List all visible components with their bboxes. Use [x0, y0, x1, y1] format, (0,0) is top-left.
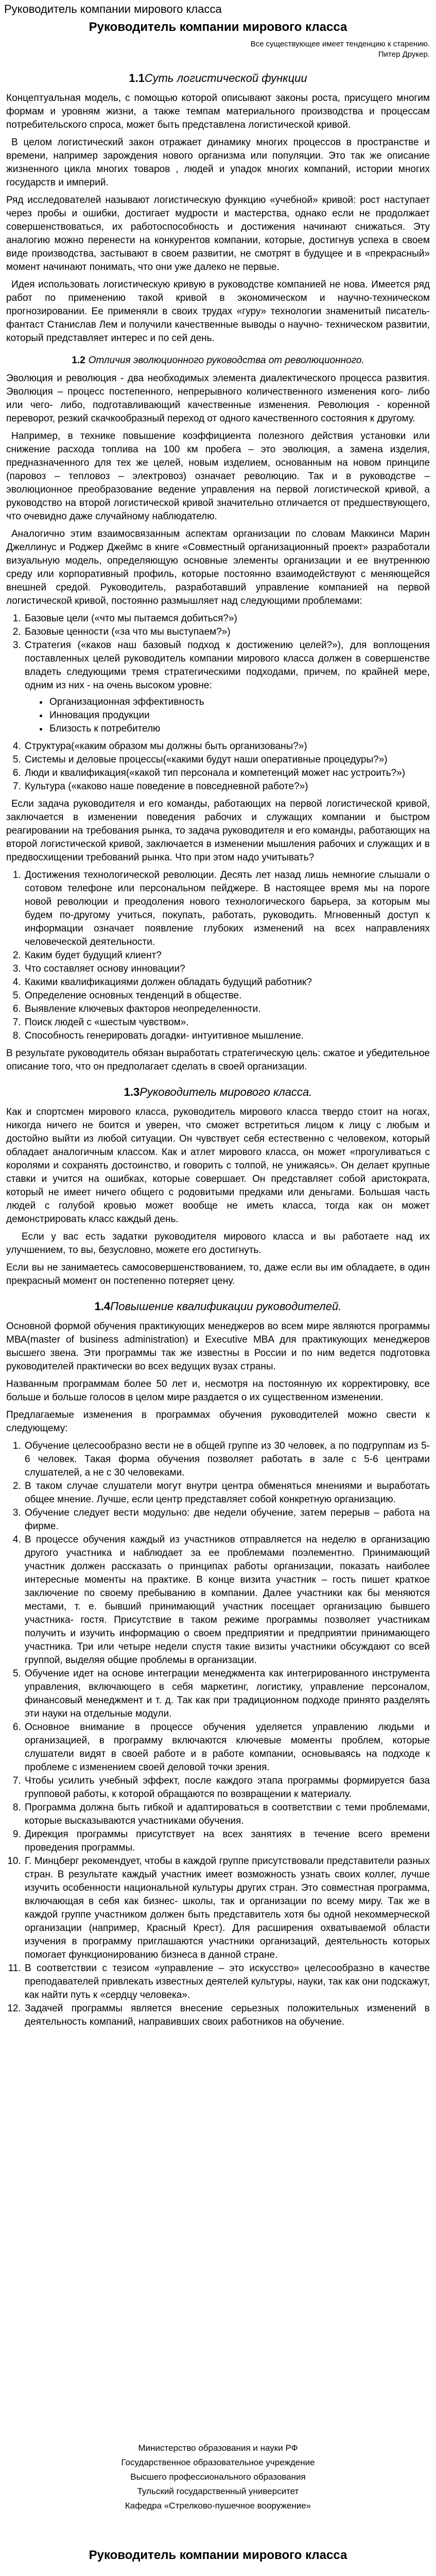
department-name: Кафедра «Стрелково-пушечное вооружение» — [125, 2501, 311, 2511]
list-item: 8. Способность генерировать догадки- интуитивное мышление. — [24, 1029, 430, 1043]
bullet-item: • Организационная эффективность — [48, 696, 430, 709]
list-item — [24, 625, 430, 639]
list-item: 6. Люди и квалификация(«какой тип персонала и компетенций может нас устроить?») — [24, 767, 430, 780]
institution-name: Государственное образовательное учреждение — [121, 2458, 315, 2467]
list-item: 9. Дирекция программы присутствует на всех занятиях в течение всего времени проведения программы. — [24, 1828, 430, 1855]
list-item: 11. В соответствии с тезисом «управление – это искусство» целесообразно в качестве преподавателей привлекать известных деятелей культуры, науки, так как они подскажут, как найти путь к «сердцу человека». — [24, 1962, 430, 2002]
section-number: 1.3 — [124, 1086, 140, 1098]
section-number: 1.2 — [72, 355, 85, 366]
list-item: 6. Выявление ключевых факторов неопределенности. — [24, 1003, 430, 1016]
problems-list — [6, 612, 430, 736]
proposed-changes-list — [6, 1439, 430, 2029]
section-title: Руководитель мирового класса. — [139, 1086, 312, 1098]
list-item-text: Базовые ценности («за что мы выступаем?») — [25, 626, 231, 637]
list-item: 1. Обучение целесообразно вести не в общей группе из 30 человек, а по подгруппам из 5-6 человек. Такая форма обучения позволяет работать в зале с 5-6 центрами слушателей, а не с 30 человеками. — [24, 1439, 430, 1480]
list-item-text: Базовые цели («что мы пытаемся добиться?») — [25, 613, 237, 624]
education-level: Высшего профессионального образования — [130, 2472, 306, 2482]
title-page-title: Руководитель компании мирового класса — [89, 2548, 347, 2562]
ministry-name: Министерство образования и науки РФ — [138, 2443, 298, 2453]
section-heading-1-4 — [6, 1299, 430, 1314]
section-title: Повышение квалификации руководителей. — [110, 1300, 342, 1313]
title-page-header — [0, 2441, 436, 2513]
epigraph-quote: Все существующее имеет тенденцию к старению. — [250, 40, 430, 48]
section-heading-1-3 — [6, 1085, 430, 1099]
list-item — [24, 639, 430, 736]
epigraph-author: Питер Друкер. — [378, 50, 430, 59]
paragraph: Если задача руководителя и его команды, работающих на первой логистической кривой, заключается в изменении поведения рабочих и служащих компании и быстром реагировании на требования рынка, то задача руководителя и его команды, работающих на второй логистической кривой, заключается в изменении мышления рабочих и служащих и в предвосхищении требований рынка. Что при этом надо учитывать? — [6, 799, 430, 863]
list-item: 1. Достижения технологической революции. Десять лет назад лишь немногие слышали о сотовом телефоне или персональном пейджере. В настоящее время мы на пороге новой революции и преодоления нового технологического барьера, за которым мы будем по-другому учиться, покупать, работать, руководить. Мгновенный доступ к информации означает появление глубоких изменений на всех направлениях человеческой деятельности. — [24, 869, 430, 949]
paragraph: Аналогично этим взаимосвязанным аспектам организации по словам Маккинси Марин Джеллинус и Роджер Джеймс в книге «Совместный организационный проект» разработали визуальную модель, определяющую основные элементы организации и ее внутреннюю среду или корпоративный профиль, которые постоянно взаимодействуют с меняющейся внешней средой. Руководитель, разработавший управление компанией на первой логистической кривой, постоянно размышляет над следующими проблемами: — [6, 529, 430, 606]
considerations-list — [6, 869, 430, 1043]
problems-list-continued — [6, 740, 430, 793]
list-item-text: Стратегия («каков наш базовый подход к достижению целей?»), для воплощения поставленных целей руководитель компании мирового класса должен в совершенстве владеть следующими тремя стратегическими подходами, причем, по крайней мере, одним из них - на очень высоком уровне: — [25, 640, 430, 691]
list-item: 8. Программа должна быть гибкой и адаптироваться в соответствии с теми проблемами, которые высказываются участниками обучения. — [24, 1801, 430, 1828]
list-item: 7. Чтобы усилить учебный эффект, после каждого этапа программы формируется база групповой работы, к которой обращаются по возвращении к материалу. — [24, 1774, 430, 1801]
list-item: 2. Каким будет будущий клиент? — [24, 949, 430, 962]
paragraph: Основной формой обучения практикующих менеджеров во всем мире являются программы МВА(master of business administration) и Executive MBA для практикующих менеджеров высшего звена. Эти программы так же известны в России и по ним ведется подготовка руководителей практически во всех ведущих вузах страны. — [6, 1321, 430, 1372]
paragraph: Предлагаемые изменения в программах обучения руководителей можно свести к следующему: — [6, 1410, 430, 1434]
paragraph: Например, в технике повышение коэффициента полезного действия установки или снижение расхода топлива на 100 км пробега – это эволюция, а замена изделия, предназначенного для тех же целей, новым изделием, основанным на новом принципе (паровоз – тепловоз – электровоз) означает революцию. Так и в руководстве – эволюционное преобразование ведение управления на первой логистической кривой, а руководство на второй логистической кривой значительно отличается от предшествующего, что очевидно даже случайному наблюдателю. — [6, 431, 430, 522]
paragraph: В результате руководитель обязан выработать стратегическую цель: сжатое и убедительное описание того, что он предполагает сделать в своей организации. — [6, 1048, 430, 1072]
paragraph: Если у вас есть задатки руководителя мирового класса и вы работаете над их улучшением, то вы, безусловно, можете его достигнуть. — [6, 1231, 430, 1256]
bullet-item: • Инновация продукции — [48, 709, 430, 722]
section-title: Отличия эволюционного руководства от революционного. — [88, 355, 364, 366]
list-item: 5. Системы и деловые процессы(«какими будут наши оперативные процедуры?») — [24, 753, 430, 767]
list-item: 10. Г. Минцберг рекомендует, чтобы в каждой группе присутствовали представители разных стран. В результате каждый участник имеет возможность узнать своих коллег, лучше изучить особенности национальной культуры других стран. Это совместная программа, включающая в себя как бизнес- школы, так и организации по всему миру. Так же в каждой группе участником должен быть представитель хотя бы одной некоммерческой организации (например, Красный Крест). Для расширения охватываемой области изучения в программу приглашаются участники организаций, деятельность которых помогает функционированию бизнеса в данной стране. — [24, 1855, 430, 1962]
strategic-approaches-list — [25, 696, 430, 736]
paragraph: В целом логистический закон отражает динамику многих процессов в пространстве и времени, например зарождения нового организма или популяции. Это так же описание жизненного цикла многих товаров , людей и упадок многих компаний, истории многих государств и империй. — [6, 137, 430, 188]
page-title: Руководитель компании мирового класса — [4, 3, 222, 15]
bullet-item: • Близость к потребителю — [48, 722, 430, 736]
list-item: 4. Какими квалификациями должен обладать будущий работник? — [24, 976, 430, 989]
paragraph: Концептуальная модель, с помощью которой описывают законы роста, присущего многим формам и уровням жизни, а также темпам материального производства и процессам потребительского спроса, может быть представлена логистической кривой. — [6, 93, 430, 130]
document-title: Руководитель компании мирового класса — [89, 20, 347, 34]
paragraph: Если вы не занимаетесь самосовершенствованием, то, даже если вы им обладаете, в один прекрасный момент он постепенно потеряет цену. — [6, 1262, 430, 1286]
paragraph: Названным программам более 50 лет и, несмотря на постоянную их корректировку, все больше и больше голосов в целом мире раздается о их существенном изменении. — [6, 1379, 430, 1403]
list-item: 7. Культура («каково наше поведение в повседневной работе?») — [24, 780, 430, 793]
section-heading-1-1 — [6, 71, 430, 86]
list-item: 5. Обучение идет на основе интеграции менеджмента как интегрированного инструмента управления, включающего в себя маркетинг, логистику, управление персоналом, финансовый менеджмент и т. д. Так как при традиционном подходе принято разделять эти науки на отдельные модули. — [24, 1667, 430, 1721]
paragraph: Эволюция и революция - два необходимых элемента диалектического процесса развития. Эволюция – процесс постепенного, непрерывного количественного изменения кого- либо или чего- либо, подготавливающий качественные изменения. Революция - коренной переворот, резкий скачкообразный переход от одного качественного состояния к другому. — [6, 373, 430, 424]
list-item: 12. Задачей программы является внесение серьезных положительных изменений в деятельность компаний, направивших своих работников на обучение. — [24, 2002, 430, 2029]
list-item: 3. Обучение следует вести модульно: две недели обучение, затем перерыв – работа на фирме. — [24, 1506, 430, 1533]
list-item — [24, 612, 430, 625]
paragraph: Ряд исследователей называют логистическую функцию «учебной» кривой: рост наступает через пробы и ошибки, достигает мудрости и мастерства, однако если не продолжает совершенствоваться, их работоспособность и достижения начинают снижаться. Эту аналогию можно перенести на конкурентов компании, которые, достигнув успеха в своем виде производства, застывают в своем развитии, не смотрят в будущее и в «прекрасный» момент начинают понимать, что они уже далеко не первые. — [6, 195, 430, 273]
list-item: 7. Поиск людей с «шестым чувством». — [24, 1016, 430, 1029]
list-item: 6. Основное внимание в процессе обучения уделяется управлению людьми и организацией, в программу включаются ключевые моменты проблем, которые слушатели видят в своей работе и в работе компании, основываясь на подходе к проблеме с изменением своей деловой точки зрения. — [24, 1721, 430, 1774]
section-heading-1-2 — [6, 353, 430, 368]
epigraph — [6, 39, 430, 60]
section-number: 1.4 — [94, 1300, 111, 1313]
paragraph: Идея использовать логистическую кривую в руководстве компанией не нова. Имеется ряд работ по применению такой кривой в экономическом и научно-техническом прогнозировании. Ее применяли в своих трудах «гуру» технологии знаменитый писатель- фантаст Станислав Лем и получили качественные выводы о научно- техническом развитии, который представляет интерес и по сей день. — [6, 279, 430, 344]
section-title: Суть логистической функции — [144, 72, 307, 84]
section-number: 1.1 — [129, 72, 145, 84]
paragraph: Как и спортсмен мирового класса, руководитель мирового класса твердо стоит на ногах, никогда ничего не боится и уверен, что сможет встретиться лицом к лицу с любым и достойно выйти из любой ситуации. Он чувствует себя естественно с человеком, который обладает аналогичным классом. Как и атлет мирового класса, он может «прогуливаться с королями и сохранять достоинство, и говорить с толпой, не унижаясь». Он делает крупные ставки и учится на ошибках, которые совершает. Он представляет собой аристократа, который не имеет ничего общего с родовитыми предками или деньгами. Большая часть людей с голубой кровью может вообще не иметь класса, тогда как он может демонстрировать класс каждый день. — [6, 1107, 430, 1225]
list-item: 5. Определение основных тенденций в обществе. — [24, 989, 430, 1003]
list-item: 4. Структура(«каким образом мы должны быть организованы?») — [24, 740, 430, 753]
list-item: 4. В процессе обучения каждый из участников отправляется на неделю в организацию другого участника и наблюдает за ее проблемами поэлементно. Принимающий участник должен рассказать о принципах работы организации, показать наиболее интересные моменты на практике. В конце визита участник – гость пишет краткое заключение по своему пребыванию в компании. Далее участники как бы меняются местами, т. е. бывший принимающий участник посещает организацию бывшего участника- гостя. Присутствие в таком режиме программы позволяет участникам получить и изучить информацию о своем предприятии и предприятии принимающего участника. Три или четыре недели спустя такие визиты участники обсуждают со всей группой, выделяя общие проблемы в организации. — [24, 1533, 430, 1667]
university-name: Тульский государственный университет — [137, 2486, 299, 2496]
list-item: 2. В таком случае слушатели могут внутри центра обменяться мнениями и выработать общее мнение. Лучше, если центр представляет собой конкретную организацию. — [24, 1480, 430, 1506]
list-item: 3. Что составляет основу инновации? — [24, 962, 430, 976]
